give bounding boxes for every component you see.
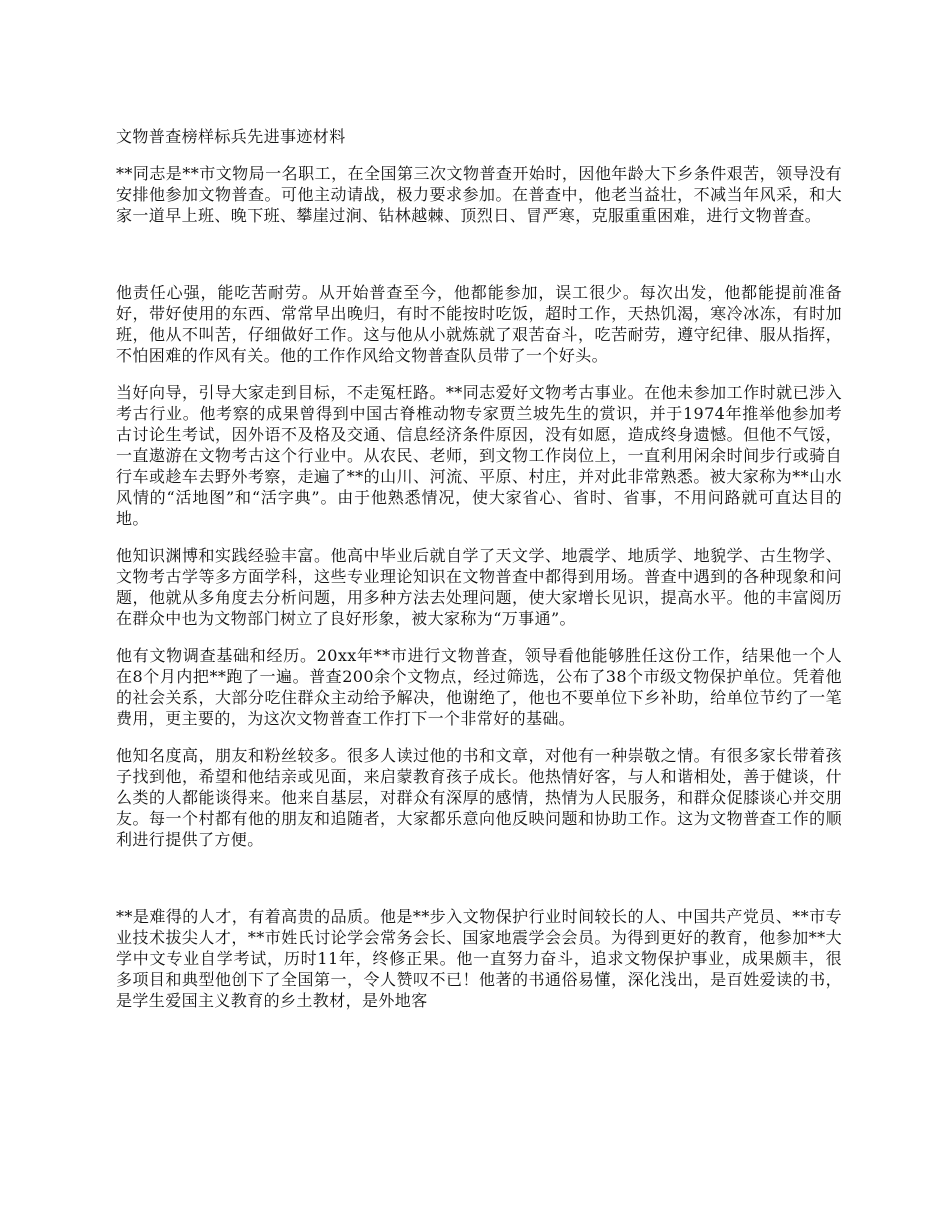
paragraph-5: 他有文物调查基础和经历。20xx年**市进行文物普查，领导看他能够胜任这份工作，结果他一个人在8个月内把**跑了一遍。普查200余个文物点，经过筛选，公布了38个市级文物保护单位。凭着他的社会关系，大部分吃住群众主动给予解决，他谢绝了，他也不要单位下乡补助，给单位节约了一笔费用，更主要的，为这次文物普查工作打下一个非常好的基础。	[116, 646, 842, 728]
paragraph-6: 他知名度高，朋友和粉丝较多。很多人读过他的书和文章，对他有一种崇敬之情。有很多家长带着孩子找到他，希望和他结亲或见面，来启蒙教育孩子成长。他热情好客，与人和谐相处，善于健谈，什么类的人都能谈得来。他来自基层，对群众有深厚的感情，热情为人民服务，和群众促膝谈心并交朋友。每一个村都有他的朋友和追随者，大家都乐意向他反映问题和协助工作。这为文物普查工作的顺利进行提供了方便。	[116, 746, 842, 849]
paragraph-1: **同志是**市文物局一名职工，在全国第三次文物普查开始时，因他年龄大下乡条件艰苦，领导没有安排他参加文物普查。可他主动请战，极力要求参加。在普查中，他老当益壮，不减当年风采，和大家一道早上班、晚下班、攀崖过涧、钻林越棘、顶烈日、冒严寒，克服重重困难，进行文物普查。	[116, 164, 842, 225]
paragraph-3: 当好向导，引导大家走到目标，不走冤枉路。**同志爱好文物考古事业。在他未参加工作时就已涉入考古行业。他考察的成果曾得到中国古脊椎动物专家贾兰坡先生的赏识，并于1974年推举他参加考古讨论生考试，因外语不及格及交通、信息经济条件原因，没有如愿，造成终身遗憾。但他不气馁，一直遨游在文物考古这个行业中。从农民、老师，到文物工作岗位上，一直利用闲余时间步行或骑自行车或趁车去野外考察，走遍了**的山川、河流、平原、村庄，并对此非常熟悉。被大家称为**山水风情的“活地图”和“活字典”。由于他熟悉情况，使大家省心、省时、省事，不用问路就可直达目的地。	[116, 383, 842, 528]
paragraph-7: **是难得的人才，有着高贵的品质。他是**步入文物保护行业时间较长的人、中国共产党员、**市专业技术拔尖人才，**市姓氏讨论学会常务会长、国家地震学会会员。为得到更好的教育，他参加**大学中文专业自学考试，历时11年，终修正果。他一直努力奋斗，追求文物保护事业，成果颇丰，很多项目和典型他创下了全国第一，令人赞叹不已！他著的书通俗易懂，深化浅出，是百姓爱读的书，是学生爱国主义教育的乡土教材，是外地客	[116, 907, 842, 1010]
document-title: 文物普查榜样标兵先进事迹材料	[116, 127, 346, 146]
paragraph-gap	[116, 866, 842, 906]
paragraph-4: 他知识渊博和实践经验丰富。他高中毕业后就自学了天文学、地震学、地质学、地貌学、古生物学、文物考古学等多方面学科，这些专业理论知识在文物普查中都得到用场。普查中遇到的各种现象和问题，他就从多角度去分析问题，用多种方法去处理问题，使大家增长见识，提高水平。他的丰富阅历在群众中也为文物部门树立了良好形象，被大家称为“万事通”。	[116, 546, 842, 628]
paragraph-gap	[116, 242, 842, 282]
paragraph-2: 他责任心强，能吃苦耐劳。从开始普查至今，他都能参加，误工很少。每次出发，他都能提前准备好，带好使用的东西、常常早出晚归，有时不能按时吃饭，超时工作，天热饥渴，寒冷冰冻，有时加班，他从不叫苦，仔细做好工作。这与他从小就炼就了艰苦奋斗，吃苦耐劳，遵守纪律、服从指挥，不怕困难的作风有关。他的工作作风给文物普查队员带了一个好头。	[116, 283, 842, 365]
document-page	[116, 126, 842, 1027]
